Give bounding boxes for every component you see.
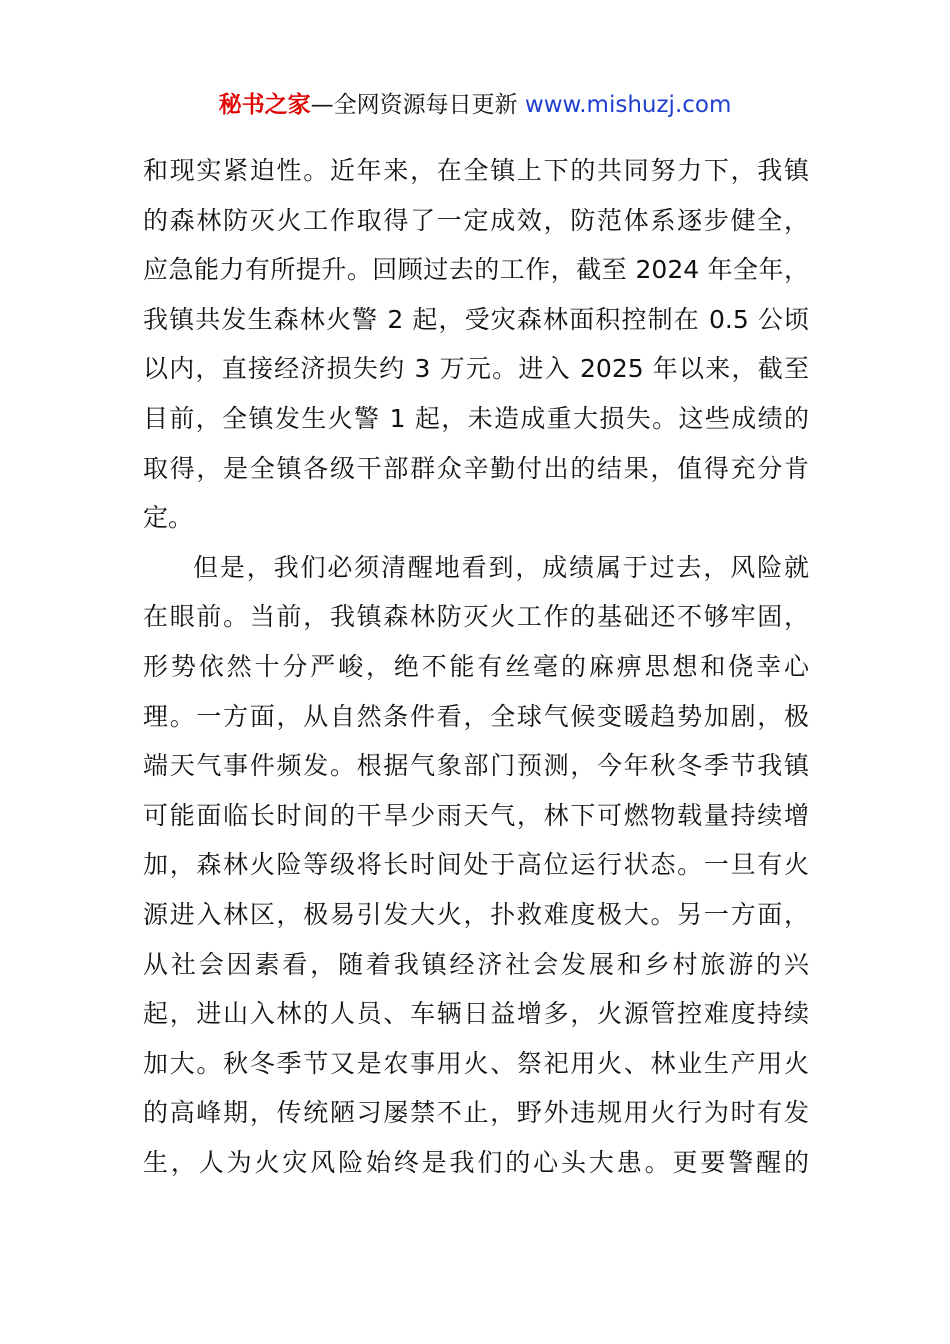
paragraph xyxy=(143,146,809,543)
paragraph xyxy=(143,543,809,1188)
text-line: 取得，是全镇各级干部群众辛勤付出的结果，值得充分肯 xyxy=(143,453,809,483)
text-line: 起，进山入林的人员、车辆日益增多，火源管控难度持续 xyxy=(143,999,809,1029)
text-line: 的高峰期，传统陋习屡禁不止，野外违规用火行为时有发 xyxy=(143,1098,809,1128)
header-url-link[interactable]: www.mishuzj.com xyxy=(524,92,732,118)
text-line: 源进入林区，极易引发大火，扑救难度极大。另一方面， xyxy=(143,899,809,929)
text-line: 理。一方面，从自然条件看，全球气候变暖趋势加剧，极 xyxy=(143,701,809,731)
text-line: 但是，我们必须清醒地看到，成绩属于过去，风险就 xyxy=(193,552,809,582)
text-line: 端天气事件频发。根据气象部门预测，今年秋冬季节我镇 xyxy=(143,751,809,781)
document-body xyxy=(143,146,809,1187)
text-line: 加大。秋冬季节又是农事用火、祭祀用火、林业生产用火 xyxy=(143,1048,809,1078)
text-line: 定。 xyxy=(143,503,194,533)
header-tagline: —全网资源每日更新 xyxy=(310,92,525,118)
text-line: 目前，全镇发生火警 1 起，未造成重大损失。这些成绩的 xyxy=(143,403,809,433)
text-line: 我镇共发生森林火警 2 起，受灾森林面积控制在 0.5 公顷 xyxy=(143,304,809,334)
text-line: 加，森林火险等级将长时间处于高位运行状态。一旦有火 xyxy=(143,850,809,880)
page-header xyxy=(0,88,950,122)
text-line: 形势依然十分严峻，绝不能有丝毫的麻痹思想和侥幸心 xyxy=(143,651,809,681)
text-line: 生，人为火灾风险始终是我们的心头大患。更要警醒的 xyxy=(143,1147,809,1177)
text-line: 以内，直接经济损失约 3 万元。进入 2025 年以来，截至 xyxy=(143,354,809,384)
text-line: 应急能力有所提升。回顾过去的工作，截至 2024 年全年， xyxy=(143,255,809,285)
text-line: 可能面临长时间的干旱少雨天气，林下可燃物载量持续增 xyxy=(143,800,809,830)
text-line: 从社会因素看，随着我镇经济社会发展和乡村旅游的兴 xyxy=(143,949,809,979)
text-line: 在眼前。当前，我镇森林防灭火工作的基础还不够牢固， xyxy=(143,602,809,632)
text-line: 和现实紧迫性。近年来，在全镇上下的共同努力下，我镇 xyxy=(143,156,809,185)
brand-name: 秘书之家 xyxy=(218,92,311,118)
text-line: 的森林防灭火工作取得了一定成效，防范体系逐步健全， xyxy=(143,205,809,235)
